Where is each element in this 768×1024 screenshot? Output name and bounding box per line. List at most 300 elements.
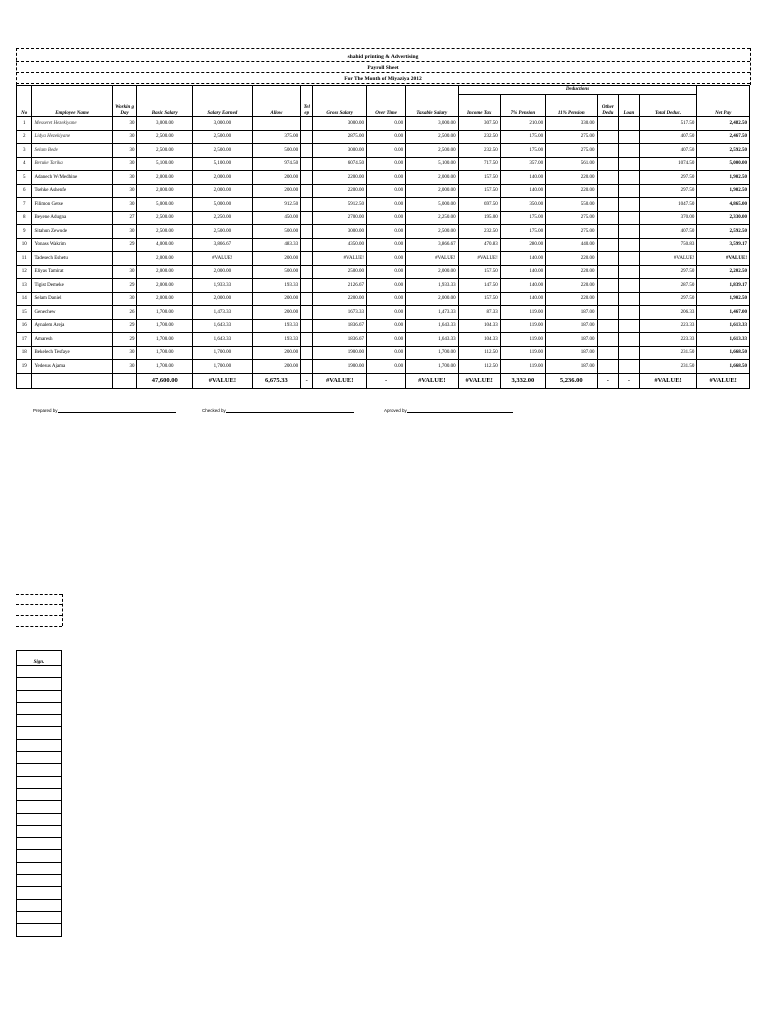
cell-earned: 3,000.00 xyxy=(193,117,253,131)
cell-name: Eliyas Tamirat xyxy=(32,265,112,279)
cell-allow: 500.00 xyxy=(252,225,300,239)
sign-cell[interactable] xyxy=(17,727,62,739)
cell-tel xyxy=(301,144,313,158)
cell-p11: 187.00 xyxy=(546,360,597,374)
cell-gross: 3000.00 xyxy=(313,225,367,239)
cell-other xyxy=(597,211,619,225)
sign-row xyxy=(17,702,62,714)
cell-loan xyxy=(619,144,640,158)
col-income-tax: Income Tax xyxy=(458,95,500,117)
cell-taxable: 2,500.00 xyxy=(406,225,459,239)
cell-p11: 187.00 xyxy=(546,306,597,320)
cell-tel xyxy=(301,292,313,306)
cell-earned: 5,000.00 xyxy=(193,198,253,212)
deductions-group-header: Deductions xyxy=(458,86,697,95)
cell-no: 16 xyxy=(17,319,32,333)
cell-net: 1,613.33 xyxy=(697,333,750,347)
cell-basic: 2,000.00 xyxy=(137,184,193,198)
cell-days: 30 xyxy=(112,130,137,144)
cell-allow: 450.00 xyxy=(252,211,300,225)
cell-days: 30 xyxy=(112,346,137,360)
approved-by xyxy=(384,408,513,413)
total-allow: 6,675.33 xyxy=(252,373,300,388)
checked-by-label: Checked by xyxy=(202,408,226,413)
cell-total: #VALUE! xyxy=(639,252,697,266)
cell-net: 1,839.17 xyxy=(697,279,750,293)
cell-no: 4 xyxy=(17,157,32,171)
cell-total: 297.50 xyxy=(639,184,697,198)
cell-ot: 0.00 xyxy=(366,225,405,239)
prepared-by-line[interactable] xyxy=(58,408,176,413)
cell-taxable: 5,100.00 xyxy=(406,157,459,171)
cell-total: 370.00 xyxy=(639,211,697,225)
total-tel: - xyxy=(301,373,313,388)
cell-tel xyxy=(301,360,313,374)
cell-earned: 2,000.00 xyxy=(193,292,253,306)
cell-name: Selam Bede xyxy=(32,144,112,158)
cell-days: 30 xyxy=(112,198,137,212)
cell-basic: 2,000.00 xyxy=(137,279,193,293)
cell-other xyxy=(597,157,619,171)
cell-net: 1,668.50 xyxy=(697,360,750,374)
cell-p11: 330.00 xyxy=(546,117,597,131)
cell-loan xyxy=(619,238,640,252)
cell-tax: 232.50 xyxy=(458,225,500,239)
cell-gross: 2200.00 xyxy=(313,184,367,198)
sign-cell[interactable] xyxy=(17,801,62,813)
sign-cell[interactable] xyxy=(17,678,62,690)
sign-cell[interactable] xyxy=(17,887,62,899)
checked-by-line[interactable] xyxy=(226,408,354,413)
cell-name: Tadesech Eshetu xyxy=(32,252,112,266)
cell-p7: 140.00 xyxy=(500,252,545,266)
cell-days: 30 xyxy=(112,184,137,198)
cell-taxable: 2,000.00 xyxy=(406,265,459,279)
sign-cell[interactable] xyxy=(17,813,62,825)
cell-tax: 147.50 xyxy=(458,279,500,293)
cell-ot: 0.00 xyxy=(366,117,405,131)
table-row xyxy=(17,346,750,360)
cell-name: Yedesus Ajama xyxy=(32,360,112,374)
cell-no: 10 xyxy=(17,238,32,252)
total-cell xyxy=(17,373,32,388)
cell-no: 2 xyxy=(17,130,32,144)
cell-p11: 187.00 xyxy=(546,346,597,360)
col-basic-salary: Basic Salary xyxy=(137,86,193,117)
cell-earned: #VALUE! xyxy=(193,252,253,266)
cell-days: 30 xyxy=(112,171,137,185)
cell-taxable: 1,643.33 xyxy=(406,319,459,333)
cell-no: 8 xyxy=(17,211,32,225)
cell-taxable: 1,933.33 xyxy=(406,279,459,293)
col-telep: Tel ep xyxy=(301,86,313,117)
sign-row xyxy=(17,838,62,850)
cell-tax: 157.50 xyxy=(458,265,500,279)
cell-p11: 220.00 xyxy=(546,252,597,266)
cell-allow: 500.00 xyxy=(252,265,300,279)
cell-days xyxy=(112,252,137,266)
cell-other xyxy=(597,360,619,374)
cell-earned: 1,643.33 xyxy=(193,319,253,333)
cell-earned: 2,250.00 xyxy=(193,211,253,225)
cell-net: 2,482.50 xyxy=(697,117,750,131)
cell-net: 4,865.00 xyxy=(697,198,750,212)
cell-no: 3 xyxy=(17,144,32,158)
col-allow: Allow xyxy=(252,86,300,117)
cell-loan xyxy=(619,360,640,374)
cell-tel xyxy=(301,225,313,239)
cell-other xyxy=(597,144,619,158)
table-row xyxy=(17,211,750,225)
cell-earned: 2,500.00 xyxy=(193,130,253,144)
cell-no: 13 xyxy=(17,279,32,293)
sign-cell[interactable] xyxy=(17,788,62,800)
cell-p11: 275.00 xyxy=(546,130,597,144)
sign-row xyxy=(17,788,62,800)
cell-allow: 200.00 xyxy=(252,360,300,374)
cell-earned: 1,473.33 xyxy=(193,306,253,320)
cell-earned: 1,700.00 xyxy=(193,346,253,360)
cell-no: 15 xyxy=(17,306,32,320)
checked-by xyxy=(202,408,354,413)
sheet-title: Payroll Sheet xyxy=(367,65,399,71)
total-gross: #VALUE! xyxy=(313,373,367,388)
cell-total: 223.33 xyxy=(639,319,697,333)
cell-allow: 200.00 xyxy=(252,171,300,185)
table-row xyxy=(17,360,750,374)
cell-other xyxy=(597,292,619,306)
cell-loan xyxy=(619,346,640,360)
sign-row xyxy=(17,678,62,690)
cell-tax: 157.50 xyxy=(458,171,500,185)
cell-net: 3,599.17 xyxy=(697,238,750,252)
cell-ot: 0.00 xyxy=(366,184,405,198)
cell-name: Aynalem Areja xyxy=(32,319,112,333)
cell-tel xyxy=(301,265,313,279)
dashed-rule xyxy=(16,604,62,605)
sign-cell[interactable] xyxy=(17,825,62,837)
sign-cell[interactable] xyxy=(17,924,62,936)
cell-p7: 119.00 xyxy=(500,319,545,333)
cell-p7: 357.00 xyxy=(500,157,545,171)
cell-name: Tsehke Ashenfe xyxy=(32,184,112,198)
cell-no: 6 xyxy=(17,184,32,198)
cell-days: 26 xyxy=(112,306,137,320)
cell-basic: 1,700.00 xyxy=(137,360,193,374)
total-p7: 3,332.00 xyxy=(500,373,545,388)
sign-cell[interactable] xyxy=(17,838,62,850)
sign-cell[interactable] xyxy=(17,702,62,714)
cell-tel xyxy=(301,184,313,198)
sign-row xyxy=(17,801,62,813)
col-other-dedu: Other Dedu xyxy=(597,95,619,117)
sign-row xyxy=(17,752,62,764)
cell-p11: 561.00 xyxy=(546,157,597,171)
sign-cell[interactable] xyxy=(17,862,62,874)
cell-days: 30 xyxy=(112,157,137,171)
cell-no: 18 xyxy=(17,346,32,360)
cell-p7: 175.00 xyxy=(500,225,545,239)
cell-days: 30 xyxy=(112,225,137,239)
cell-total: 750.83 xyxy=(639,238,697,252)
cell-net: 2,202.50 xyxy=(697,265,750,279)
cell-p7: 140.00 xyxy=(500,292,545,306)
dashed-rule xyxy=(16,83,750,84)
total-tax: #VALUE! xyxy=(458,373,500,388)
sign-row xyxy=(17,850,62,862)
cell-gross: 1836.67 xyxy=(313,333,367,347)
cell-gross: 1836.67 xyxy=(313,319,367,333)
cell-net: 2,592.50 xyxy=(697,225,750,239)
cell-p7: 175.00 xyxy=(500,144,545,158)
cell-p11: 275.00 xyxy=(546,225,597,239)
sign-cell[interactable] xyxy=(17,666,62,678)
col-total-deduc: Total Deduc. xyxy=(639,95,697,117)
cell-other xyxy=(597,252,619,266)
cell-p7: 350.00 xyxy=(500,198,545,212)
cell-total: 1047.50 xyxy=(639,198,697,212)
cell-net: 1,668.50 xyxy=(697,346,750,360)
cell-basic: 1,700.00 xyxy=(137,306,193,320)
cell-taxable: 1,643.33 xyxy=(406,333,459,347)
cell-tel xyxy=(301,198,313,212)
cell-loan xyxy=(619,130,640,144)
dashed-rule xyxy=(16,594,62,595)
col-pension-11: 11% Pension xyxy=(546,95,597,117)
cell-p7: 119.00 xyxy=(500,360,545,374)
cell-ot: 0.00 xyxy=(366,360,405,374)
sign-cell[interactable] xyxy=(17,875,62,887)
total-basic: 47,600.00 xyxy=(137,373,193,388)
month-title: For The Month of Miyaziya 2012 xyxy=(344,76,422,82)
cell-days: 30 xyxy=(112,117,137,131)
cell-tax: 232.50 xyxy=(458,144,500,158)
cell-ot: 0.00 xyxy=(366,252,405,266)
dashed-rule xyxy=(16,626,62,627)
cell-earned: 2,000.00 xyxy=(193,171,253,185)
table-row xyxy=(17,157,750,171)
cell-tel xyxy=(301,306,313,320)
cell-tax: 157.50 xyxy=(458,292,500,306)
cell-ot: 0.00 xyxy=(366,198,405,212)
cell-gross: 6074.50 xyxy=(313,157,367,171)
col-employee-name: Employee Name xyxy=(32,86,112,117)
cell-earned: 2,500.00 xyxy=(193,144,253,158)
cell-other xyxy=(597,306,619,320)
cell-taxable: 2,500.00 xyxy=(406,144,459,158)
cell-no: 11 xyxy=(17,252,32,266)
cell-basic: 4,000.00 xyxy=(137,238,193,252)
cell-basic: 2,000.00 xyxy=(137,292,193,306)
prepared-by-label: Prepared by xyxy=(33,408,58,413)
cell-tax: 717.50 xyxy=(458,157,500,171)
cell-taxable: 2,000.00 xyxy=(406,292,459,306)
table-row xyxy=(17,292,750,306)
cell-allow: 912.50 xyxy=(252,198,300,212)
cell-earned: 2,000.00 xyxy=(193,184,253,198)
cell-earned: 2,500.00 xyxy=(193,225,253,239)
cell-days: 29 xyxy=(112,319,137,333)
cell-loan xyxy=(619,225,640,239)
cell-loan xyxy=(619,333,640,347)
cell-total: 1074.50 xyxy=(639,157,697,171)
dashed-rule xyxy=(62,594,63,626)
cell-basic: 5,000.00 xyxy=(137,198,193,212)
table-row xyxy=(17,171,750,185)
table-row xyxy=(17,279,750,293)
cell-allow: 193.33 xyxy=(252,319,300,333)
cell-net: 1,613.33 xyxy=(697,319,750,333)
sign-cell[interactable] xyxy=(17,911,62,923)
cell-tel xyxy=(301,279,313,293)
cell-gross: 2875.00 xyxy=(313,130,367,144)
cell-p7: 175.00 xyxy=(500,130,545,144)
sign-column-table xyxy=(16,650,62,937)
cell-other xyxy=(597,279,619,293)
sign-row xyxy=(17,764,62,776)
cell-tel xyxy=(301,252,313,266)
cell-allow: 200.00 xyxy=(252,346,300,360)
sign-cell[interactable] xyxy=(17,715,62,727)
totals-row xyxy=(17,373,750,388)
cell-p7: 140.00 xyxy=(500,279,545,293)
sign-cell[interactable] xyxy=(17,899,62,911)
total-earned: #VALUE! xyxy=(193,373,253,388)
table-row xyxy=(17,184,750,198)
cell-other xyxy=(597,346,619,360)
dashed-rule xyxy=(750,48,751,85)
sign-cell[interactable] xyxy=(17,690,62,702)
table-row xyxy=(17,238,750,252)
cell-tel xyxy=(301,238,313,252)
cell-earned: 3,866.67 xyxy=(193,238,253,252)
approved-by-line[interactable] xyxy=(407,408,513,413)
cell-tel xyxy=(301,171,313,185)
cell-no: 12 xyxy=(17,265,32,279)
cell-p11: 220.00 xyxy=(546,171,597,185)
cell-name: Bekelech Tesfaye xyxy=(32,346,112,360)
cell-gross: 1900.00 xyxy=(313,360,367,374)
cell-basic: 1,700.00 xyxy=(137,319,193,333)
cell-tax: 112.50 xyxy=(458,346,500,360)
cell-days: 30 xyxy=(112,265,137,279)
col-working-day: Workin g Day xyxy=(112,86,137,117)
col-over-time: Over Time xyxy=(366,86,405,117)
col-net-pay: Net Pay xyxy=(697,86,750,117)
cell-loan xyxy=(619,184,640,198)
sign-cell[interactable] xyxy=(17,850,62,862)
cell-name: Beyene Adugna xyxy=(32,211,112,225)
cell-allow: 200.00 xyxy=(252,252,300,266)
cell-other xyxy=(597,225,619,239)
cell-basic: 3,000.00 xyxy=(137,117,193,131)
cell-no: 9 xyxy=(17,225,32,239)
sign-row xyxy=(17,875,62,887)
table-row xyxy=(17,198,750,212)
cell-p7: 119.00 xyxy=(500,306,545,320)
cell-ot: 0.00 xyxy=(366,306,405,320)
cell-taxable: 2,000.00 xyxy=(406,184,459,198)
col-salary-earned: Salary Earned xyxy=(193,86,253,117)
cell-tax: 112.50 xyxy=(458,360,500,374)
cell-basic: 2,500.00 xyxy=(137,211,193,225)
sign-cell[interactable] xyxy=(17,752,62,764)
cell-allow: 375.00 xyxy=(252,130,300,144)
cell-loan xyxy=(619,211,640,225)
cell-gross: 4350.00 xyxy=(313,238,367,252)
cell-no: 19 xyxy=(17,360,32,374)
cell-no: 5 xyxy=(17,171,32,185)
cell-loan xyxy=(619,306,640,320)
cell-p7: 280.00 xyxy=(500,238,545,252)
cell-taxable: 5,000.00 xyxy=(406,198,459,212)
sign-row xyxy=(17,825,62,837)
sign-cell[interactable] xyxy=(17,764,62,776)
cell-name: Selam Daniel xyxy=(32,292,112,306)
cell-basic: 2,000.00 xyxy=(137,171,193,185)
cell-loan xyxy=(619,252,640,266)
total-ot: - xyxy=(366,373,405,388)
total-other: - xyxy=(597,373,619,388)
col-gross-salary: Gross Salary xyxy=(313,86,367,117)
cell-ot: 0.00 xyxy=(366,333,405,347)
cell-tel xyxy=(301,130,313,144)
total-taxable: #VALUE! xyxy=(406,373,459,388)
cell-other xyxy=(597,184,619,198)
sign-cell[interactable] xyxy=(17,776,62,788)
cell-tel xyxy=(301,117,313,131)
sign-row xyxy=(17,715,62,727)
cell-tax: 232.50 xyxy=(458,130,500,144)
sign-row xyxy=(17,899,62,911)
cell-ot: 0.00 xyxy=(366,292,405,306)
cell-ot: 0.00 xyxy=(366,211,405,225)
cell-days: 29 xyxy=(112,279,137,293)
approved-by-label: Aproved by xyxy=(384,408,407,413)
cell-total: 231.50 xyxy=(639,346,697,360)
cell-other xyxy=(597,198,619,212)
cell-name: Beruke Tarika xyxy=(32,157,112,171)
cell-taxable: 3,866.67 xyxy=(406,238,459,252)
cell-loan xyxy=(619,319,640,333)
cell-p7: 140.00 xyxy=(500,184,545,198)
cell-no: 14 xyxy=(17,292,32,306)
cell-taxable: 2,250.00 xyxy=(406,211,459,225)
cell-tax: 307.50 xyxy=(458,117,500,131)
cell-total: 407.50 xyxy=(639,144,697,158)
cell-gross: 2700.00 xyxy=(313,211,367,225)
table-row xyxy=(17,144,750,158)
cell-other xyxy=(597,117,619,131)
cell-days: 27 xyxy=(112,211,137,225)
cell-p11: 187.00 xyxy=(546,333,597,347)
cell-days: 29 xyxy=(112,333,137,347)
sign-row xyxy=(17,690,62,702)
cell-taxable: #VALUE! xyxy=(406,252,459,266)
cell-total: 287.50 xyxy=(639,279,697,293)
sign-cell[interactable] xyxy=(17,739,62,751)
cell-total: 517.50 xyxy=(639,117,697,131)
cell-p7: 119.00 xyxy=(500,346,545,360)
cell-net: 2,592.50 xyxy=(697,144,750,158)
sign-row xyxy=(17,813,62,825)
cell-total: 297.50 xyxy=(639,292,697,306)
table-row xyxy=(17,130,750,144)
cell-net: 1,467.00 xyxy=(697,306,750,320)
col-no: No xyxy=(17,86,32,117)
cell-p7: 140.00 xyxy=(500,265,545,279)
cell-earned: 1,700.00 xyxy=(193,360,253,374)
